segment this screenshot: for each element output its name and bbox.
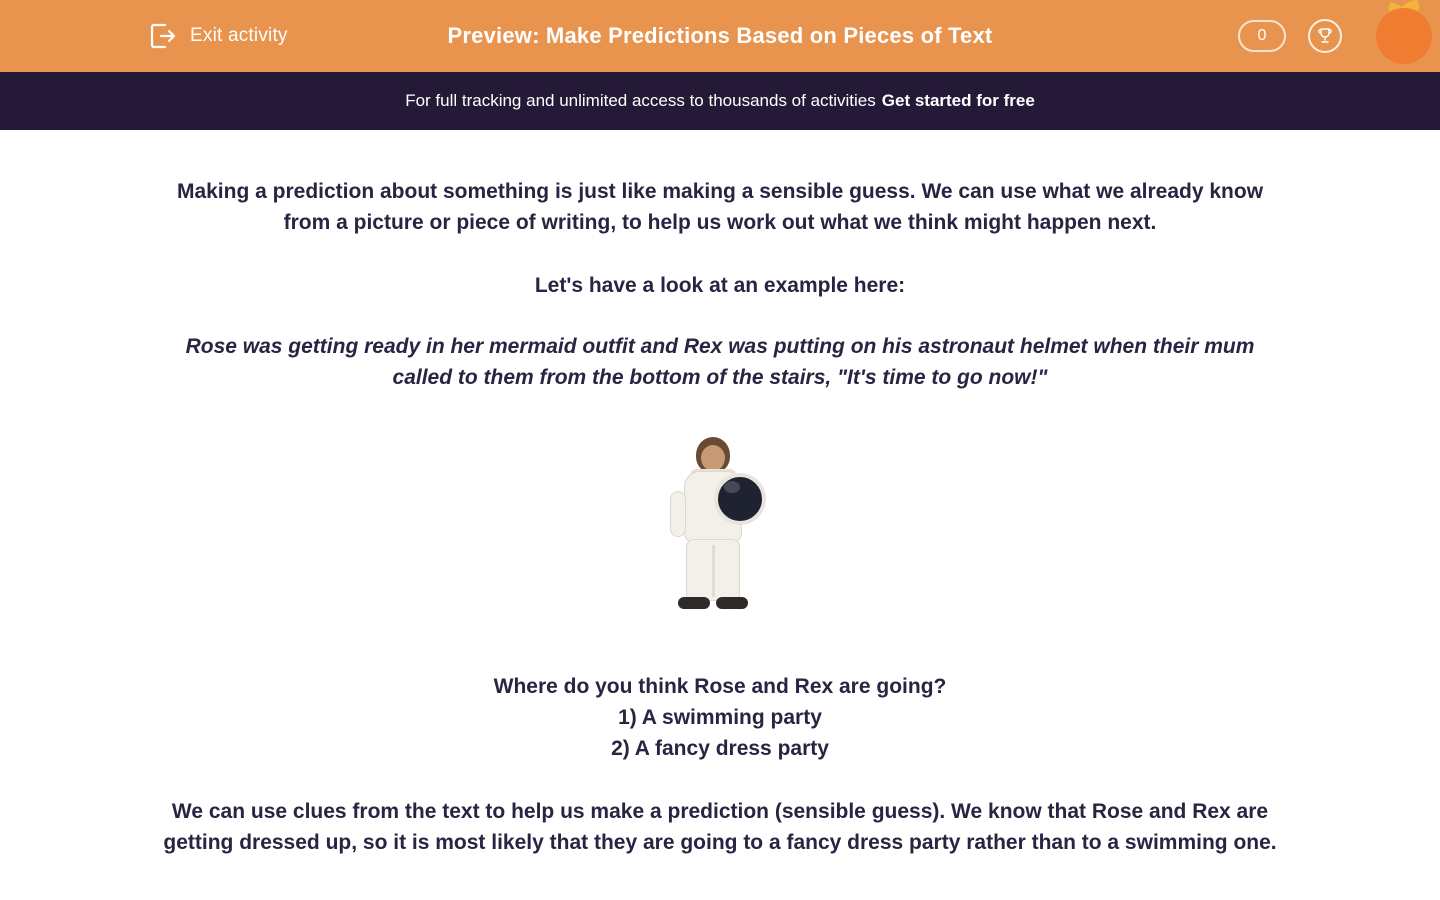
explanation-paragraph: We can use clues from the text to help us make a prediction (sensible guess). We know that Rose and Rex are getting dressed up, so it is most likely that they are going to a fancy dress party rather than to a swimming one.	[163, 800, 1277, 854]
activity-content	[0, 130, 1440, 858]
avatar[interactable]	[1370, 0, 1434, 72]
get-started-link[interactable]: Get started for free	[881, 91, 1035, 110]
trophy-icon	[1316, 27, 1334, 45]
answer-option-1: 1) A swimming party	[618, 706, 822, 729]
page-title: Preview: Make Predictions Based on Pieces of Text	[447, 23, 993, 48]
example-quote: Rose was getting ready in her mermaid outfit and Rex was putting on his astronaut helmet when their mum called to them from the bottom of the stairs, "It's time to go now!"	[185, 335, 1255, 389]
question-text: Where do you think Rose and Rex are going?	[493, 675, 947, 698]
score-badge: 0	[1238, 20, 1286, 52]
spacer	[0, 301, 1440, 331]
exit-activity-label: Exit activity	[190, 25, 288, 46]
figure-face	[701, 445, 725, 471]
figure-helmet	[714, 473, 766, 525]
intro-paragraph: Making a prediction about something is just like making a sensible guess. We can use what we already know from a picture or piece of writing, to help us work out what we think might happen next.	[176, 180, 1264, 234]
figure-helmet-shine	[724, 481, 740, 493]
promo-text: For full tracking and unlimited access to thousands of activities	[405, 91, 876, 110]
top-bar	[0, 0, 1440, 72]
trophy-button[interactable]	[1308, 19, 1342, 53]
orange-avatar-icon	[1376, 8, 1432, 64]
spacer	[0, 238, 1440, 270]
top-bar-right-group	[1238, 0, 1440, 72]
promo-banner	[0, 72, 1440, 130]
figure-left-shoe	[678, 597, 710, 609]
figure-left-arm	[670, 491, 686, 537]
astronaut-child-image	[660, 435, 780, 625]
example-lead: Let's have a look at an example here:	[534, 274, 906, 297]
figure-right-shoe	[716, 597, 748, 609]
answer-option-2: 2) A fancy dress party	[611, 737, 829, 760]
figure-leg-divider	[712, 545, 715, 597]
